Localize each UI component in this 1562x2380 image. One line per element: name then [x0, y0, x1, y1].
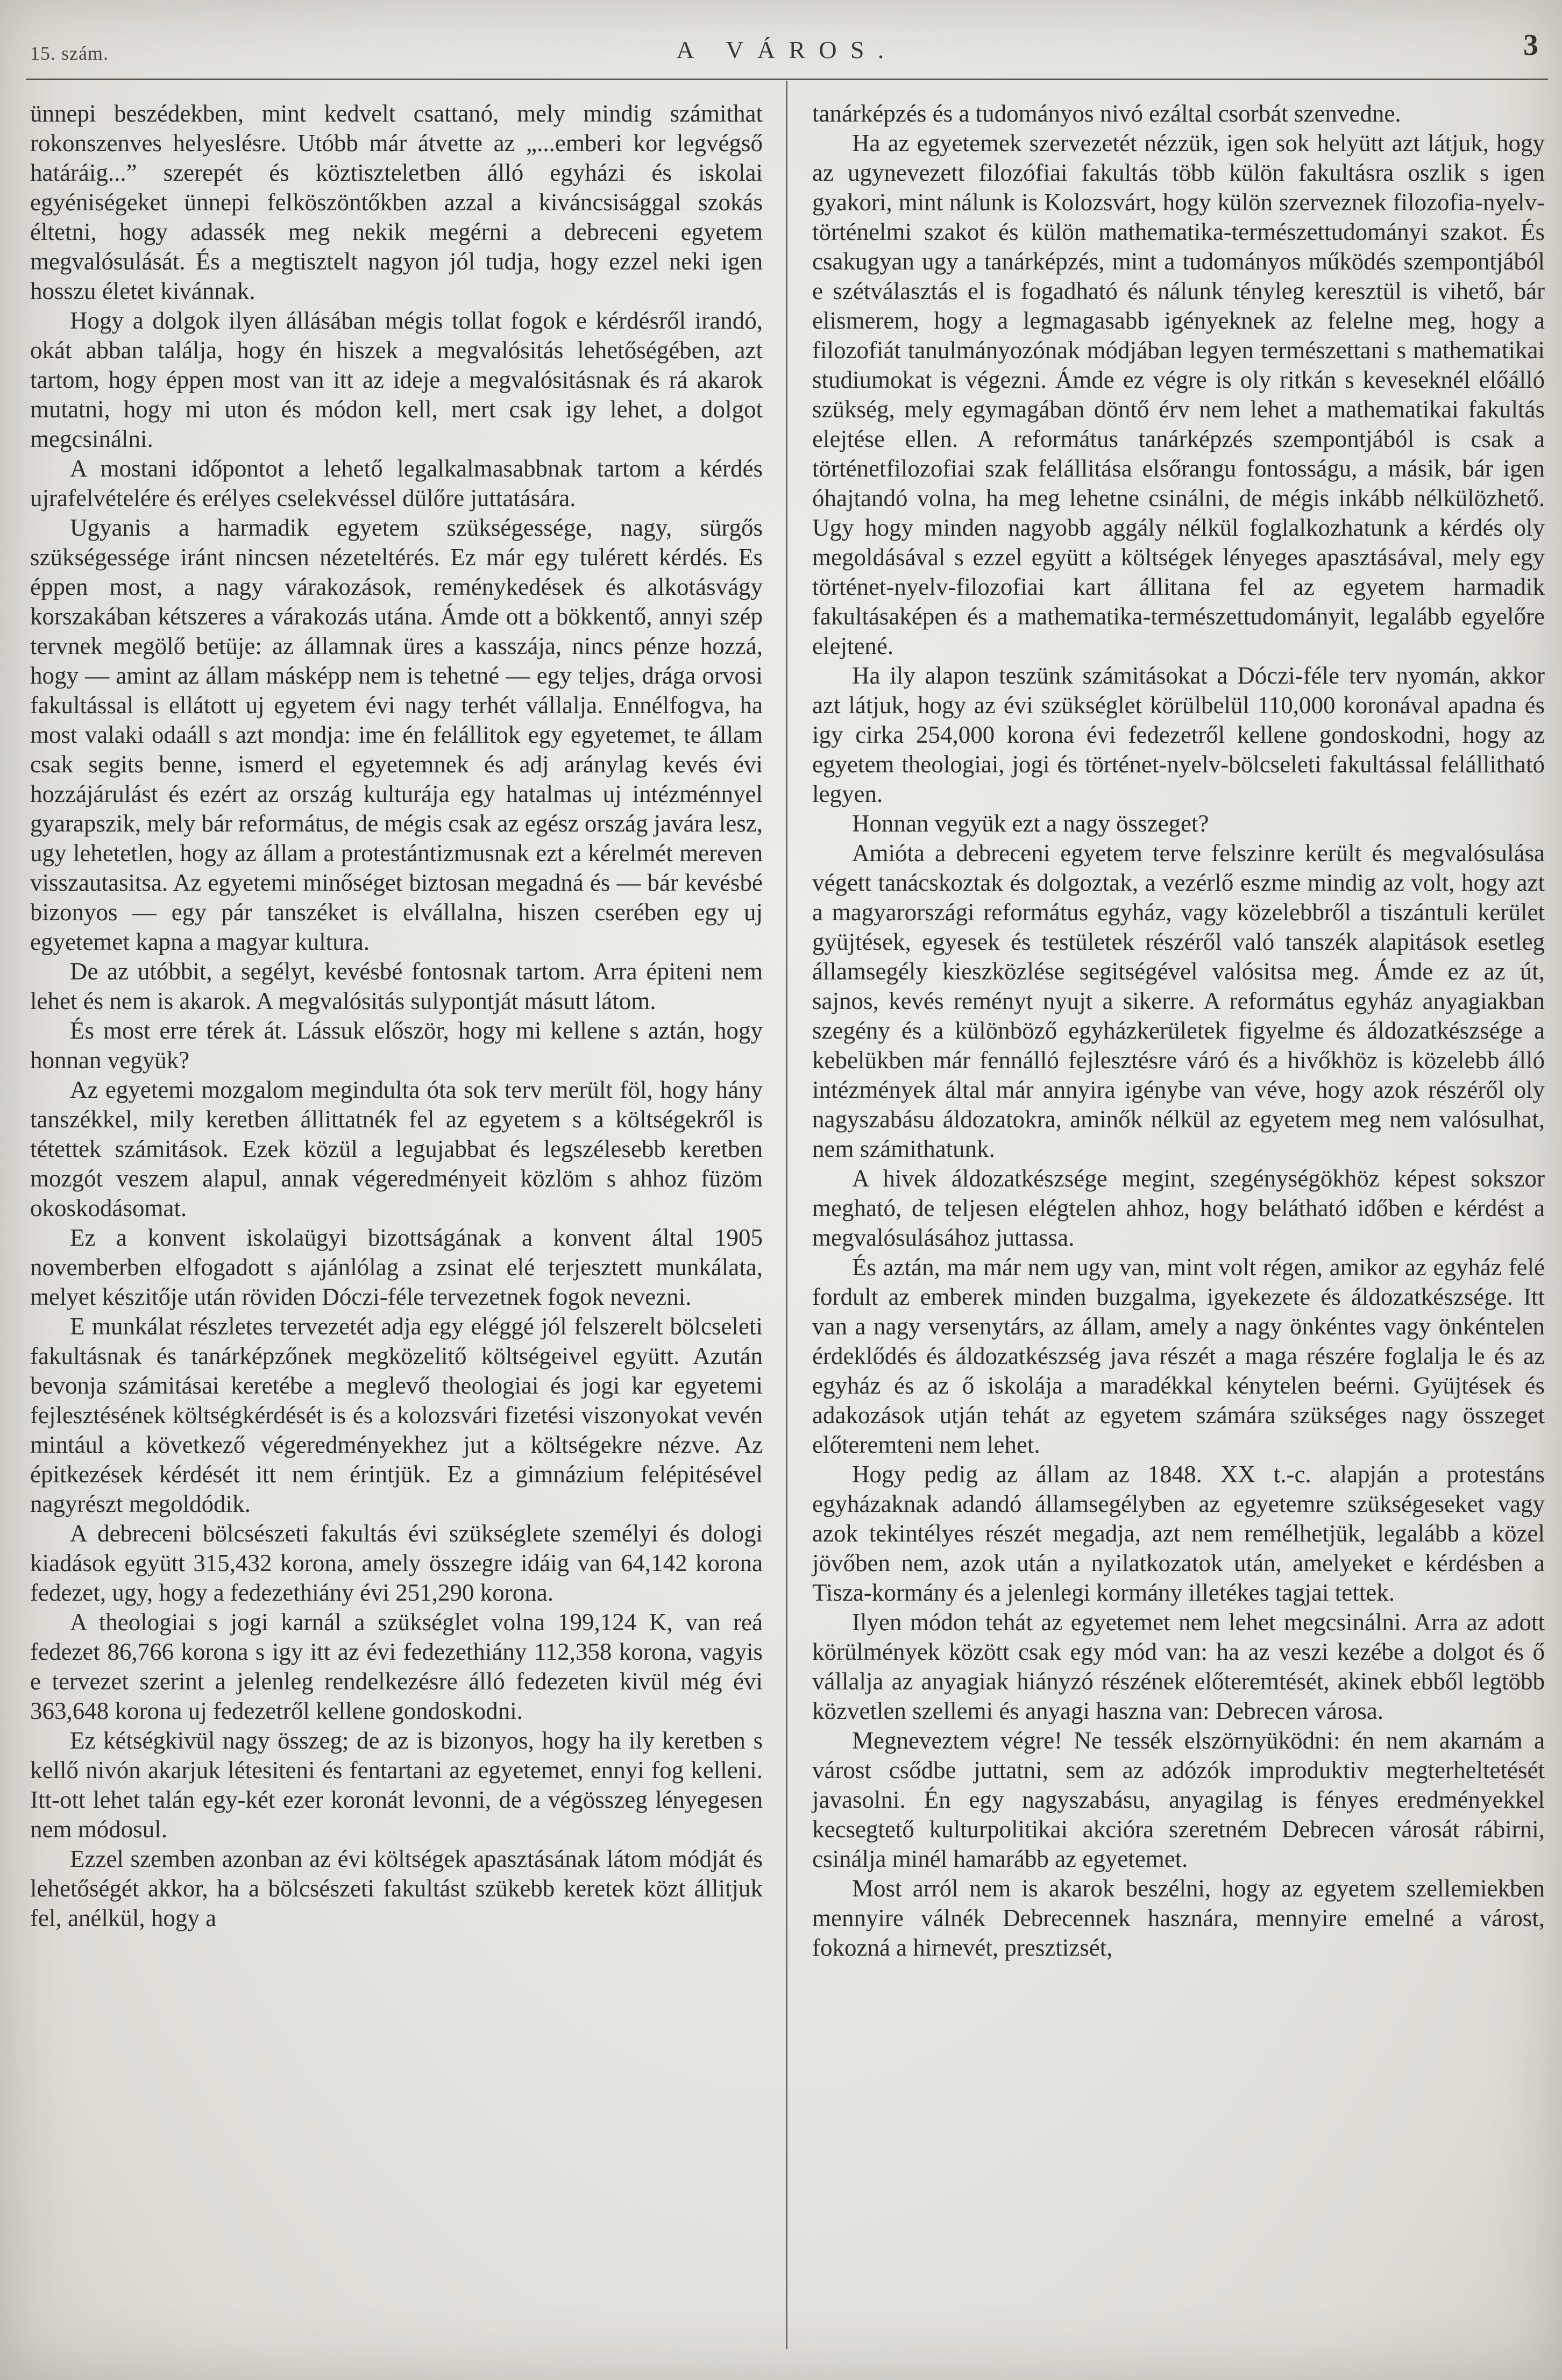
article-body — [30, 99, 1545, 2348]
paragraph: A theologiai s jogi karnál a szükséglet volna 199,124 K, van reá fedezet 86,766 korona s igy itt az évi fedezethiány 112,358 korona, vagyis e tervezet szerint a jelenleg rendelkezésre álló fedezeten kivül még évi 363,648 korona uj fedezetről kellene gondoskodni. — [30, 1609, 763, 1724]
paragraph: Most arról nem is akarok beszélni, hogy az egyetem szellemiekben mennyire válnék Debrecennek hasznára, mennyire emelné a várost, fokozná a hirnevét, presztizsét, — [812, 1875, 1545, 1961]
paragraph: Az egyetemi mozgalom megindulta óta sok terv merült föl, hogy hány tanszékkel, mily keretben állittatnék fel az egyetem s a költségekről is tétettek számitások. Ezek közül a legujabbat és legszélesebb keretben mozgót veszem alapul, annak végeredményeit közlöm s ahhoz füzöm okoskodásomat. — [30, 1076, 763, 1221]
paragraph: Ezzel szemben azonban az évi költségek apasztásának látom módját és lehetőségét akkor, ha a bölcsészeti fakultást szükebb keretek közt állitjuk fel, anélkül, hogy a — [30, 1845, 763, 1931]
newspaper-title: A VÁROS. — [676, 36, 898, 63]
paragraph: Honnan vegyük ezt a nagy összeget? — [852, 810, 1209, 837]
paragraph: De az utóbbit, a segélyt, kevésbé fontosnak tartom. Arra épiteni nem lehet és nem is akarok. A megvalósitás sulypontját másutt látom. — [30, 958, 763, 1014]
paragraph: Hogy a dolgok ilyen állásában mégis tollat fogok e kérdésről irandó, okát abban találja, hogy én hiszek a megvalósitás lehetőségében, azt tartom, hogy éppen most van itt az ideje a megvalósitásnak és rá akarok mutatni, hogy mi uton és módon kell, mert csak igy lehet, a dolgot megcsinálni. — [30, 307, 763, 452]
paragraph: Ez kétségkivül nagy összeg; de az is bizonyos, hogy ha ily keretben s kellő nivón akarjuk létesiteni és fentartani az egyetemet, ennyi fog kelleni. Itt-ott lehet talán egy-két ezer koronát levonni, de a végösszeg lényegesen nem módosul. — [30, 1727, 763, 1843]
paragraph: Hogy pedig az állam az 1848. XX t.-c. alapján a protestáns egyházaknak adandó államsegélyben az egyetemre szükségeseket vagy azok tekintélyes részét megadja, azt nem remélhetjük, legalább a közel jövőben nem, azok után a nyilatkozatok után, amelyeket e kérdésben a Tisza-kormány és a jelenlegi kormány illetékes tagjai tettek. — [812, 1461, 1545, 1606]
paragraph: És aztán, ma már nem ugy van, mint volt régen, amikor az egyház felé fordult az emberek minden buzgalma, igyekezete és áldozatkészsége. Itt van a nagy versenytárs, az állam, amely a nagy önkéntes vagy önkéntelen érdeklődés és áldozatkészség java részét a maga részére foglalja le és az egyház és az ő iskolája a maradékkal kénytelen beérni. Gyüjtések és adakozások utján tehát az egyetem számára szükséges nagy összeget előteremteni nem lehet. — [812, 1254, 1545, 1458]
paragraph: Ha ily alapon teszünk számitásokat a Dóczi-féle terv nyomán, akkor azt látjuk, hogy az évi szükséglet körülbelül 110,000 koronával apadna és igy cirka 254,000 korona évi fedezetről kellene gondoskodni, hogy az egyetem theologiai, jogi és történet-nyelv-bölcseleti fakultással felállitható legyen. — [812, 662, 1545, 807]
right-column — [812, 99, 1545, 2348]
page-header — [30, 28, 1544, 71]
paragraph: A mostani időpontot a lehető legalkalmasabbnak tartom a kérdés ujrafelvételére és erélyes cselekvéssel dülőre juttatására. — [30, 455, 763, 511]
paragraph: tanárképzés és a tudományos nivó ezáltal csorbát szenvedne. — [812, 100, 1401, 127]
left-column — [30, 99, 763, 2348]
paragraph: És most erre térek át. Lássuk először, hogy mi kellene s aztán, hogy honnan vegyük? — [30, 1017, 763, 1074]
paragraph: Ilyen módon tehát az egyetemet nem lehet megcsinálni. Arra az adott körülmények között csak egy mód van: ha az veszi kezébe a dolgot és ő vállalja az anyagiak hiányzó részének előteremtését, akinek ebből legtöbb közvetlen szellemi és anyagi haszna van: Debrecen városa. — [812, 1609, 1545, 1724]
paragraph: Amióta a debreceni egyetem terve felszinre került és megvalósulása végett tanácskoztak és dolgoztak, a vezérlő eszme mindig az volt, hogy azt a magyarországi református egyház, vagy közelebbről a tiszántuli kerület gyüjtések, egyesek és testületek részéről való tanszék alapitások esetleg államsegély kieszközlése segitségével valósitsa meg. Ámde ez az út, sajnos, kevés reményt nyujt a sikerre. A református egyház anyagiakban szegény és a különböző egyházkerületek figyelme és áldozatkészsége a kebelükben már fennálló fejlesztésre váró és a hivőkhöz is közelebb álló intézmények által már annyira igénybe van véve, hogy azok részéről oly nagyszabásu áldozatokra, aminők nélkül az egyetem meg nem valósulhat, nem számithatunk. — [812, 840, 1545, 1162]
paragraph: Ez a konvent iskolaügyi bizottságának a konvent által 1905 novemberben elfogadott s ajánlólag a zsinat elé terjesztett munkálata, melyet készitője után röviden Dóczi-féle tervezetnek fogok nevezni. — [30, 1224, 763, 1310]
paragraph: Ugyanis a harmadik egyetem szükségessége, nagy, sürgős szükségessége iránt nincsen nézeteltérés. Ez már egy tulérett kérdés. Es éppen most, a nagy várakozások, reménykedések és alkotásvágy korszakában kétszeres a várakozás utána. Ámde ott a bökkentő, annyi szép tervnek megölő betüje: az államnak üres a kasszája, nincs pénze hozzá, hogy — amint az állam másképp nem is tehetné — egy teljes, drága orvosi fakultással is ellátott uj egyetem évi nagy terhét vállalja. Ennélfogva, ha most valaki odaáll s azt mondja: ime én felállitok egy egyetemet, te állam csak segits benne, ismerd el egyetemnek és adj aránylag kevés évi hozzájárulást és ezért az ország kulturája egy hatalmas uj intézménnyel gyarapszik, mely bár református, de mégis csak az egész ország javára lesz, ugy lehetetlen, hogy az állam a protestántizmusnak ezt a kérelmét mereven visszautasitsa. Az egyetemi minőséget biztosan megadná és — bár kevésbé bizonyos — egy pár tanszéket is elvállalna, hiszen cserében egy uj egyetemet kapna a magyar kultura. — [30, 514, 763, 955]
paragraph: ünnepi beszédekben, mint kedvelt csattanó, mely mindig számithat rokonszenves helyeslésre. Utóbb már átvette az „...emberi kor legvégső határáig...” szerepét és köztiszteletben álló egyházi és iskolai egyéniségeket ünnepi felköszöntőkben azzal a kiváncsisággal szokás éltetni, hogy adassék meg nekik megérni a debreceni egyetem megvalósulását. És a megtisztelt nagyon jól tudja, hogy ezzel neki igen hosszu életet kivánnak. — [30, 100, 763, 304]
paragraph: Ha az egyetemek szervezetét nézzük, igen sok helyütt azt látjuk, hogy az ugynevezett filozófiai fakultás több külön fakultásra oszlik s igen gyakori, mint nálunk is Kolozsvárt, hogy külön szerveznek filozofia-nyelv-történelmi szakot és külön mathematika-természettudományi szakot. És csakugyan ugy a tanárképzés, mint a tudományos működés szempontjából e szétválasztás el is fogadható és nálunk tényleg keresztül is vihető, bár elismerem, hogy a legmagasabb igényeknek az felelne meg, hogy a filozofiát tanulmányozónak módjában legyen természettani s mathematikai studiumokat is végezni. Ámde ez végre is oly ritkán s keveseknél előálló szükség, mely egymagában döntő érv nem lehet a mathematikai fakultás elejtése ellen. A református tanárképzés szempontjából is csak a történetfilozofiai szak felállitása elsőrangu fontosságu, a másik, bár igen óhajtandó volna, ha meg lehetne csinálni, de mégis inkább nélkülözhető. Ugy hogy minden nagyobb aggály nélkül foglalkozhatunk a kérdés oly megoldásával s ezzel együtt a költségek lényeges apasztásával, mely egy történet-nyelv-filozofiai kart állitana fel az egyetem harmadik fakultásaképen és a mathematika-természettudományit, legalább egyelőre elejtené. — [812, 130, 1545, 659]
header-rule — [26, 79, 1548, 80]
paragraph: A hivek áldozatkészsége megint, szegénységökhöz képest sokszor megható, de teljesen elégtelen ahhoz, hogy belátható időben e kérdést a megvalósulásához juttassa. — [812, 1165, 1545, 1251]
page-number: 3 — [1523, 29, 1538, 62]
paragraph: Megneveztem végre! Ne tessék elszörnyüködni: én nem akarnám a várost csődbe juttatni, sem az adózók improduktiv megterheltetését javasolni. Én egy nagyszabásu, anyagilag is fényes eredményekkel kecsegtető kulturpolitikai akcióra szeretném Debrecen városát rábirni, csinálja minél hamarább az egyetemet. — [812, 1727, 1545, 1872]
issue-number: 15. szám. — [30, 42, 109, 64]
paragraph: E munkálat részletes tervezetét adja egy eléggé jól felszerelt bölcseleti fakultásnak és tanárképzőnek megközelitő költségeivel együtt. Azután bevonja számitásai keretébe a meglevő theologiai és jogi kar egyetemi fejlesztésének költségkérdését is és a kolozsvári fizetési viszonyokat vevén mintául a következő végeredményekhez jut a költségekre nézve. Az épitkezések kérdését itt nem érintjük. Ez a gimnázium felépitésével nagyrészt megoldódik. — [30, 1313, 763, 1517]
paragraph: A debreceni bölcsészeti fakultás évi szükséglete személyi és dologi kiadások együtt 315,432 korona, amely összegre idáig van 64,142 korona fedezet, ugy, hogy a fedezethiány évi 251,290 korona. — [30, 1520, 763, 1606]
